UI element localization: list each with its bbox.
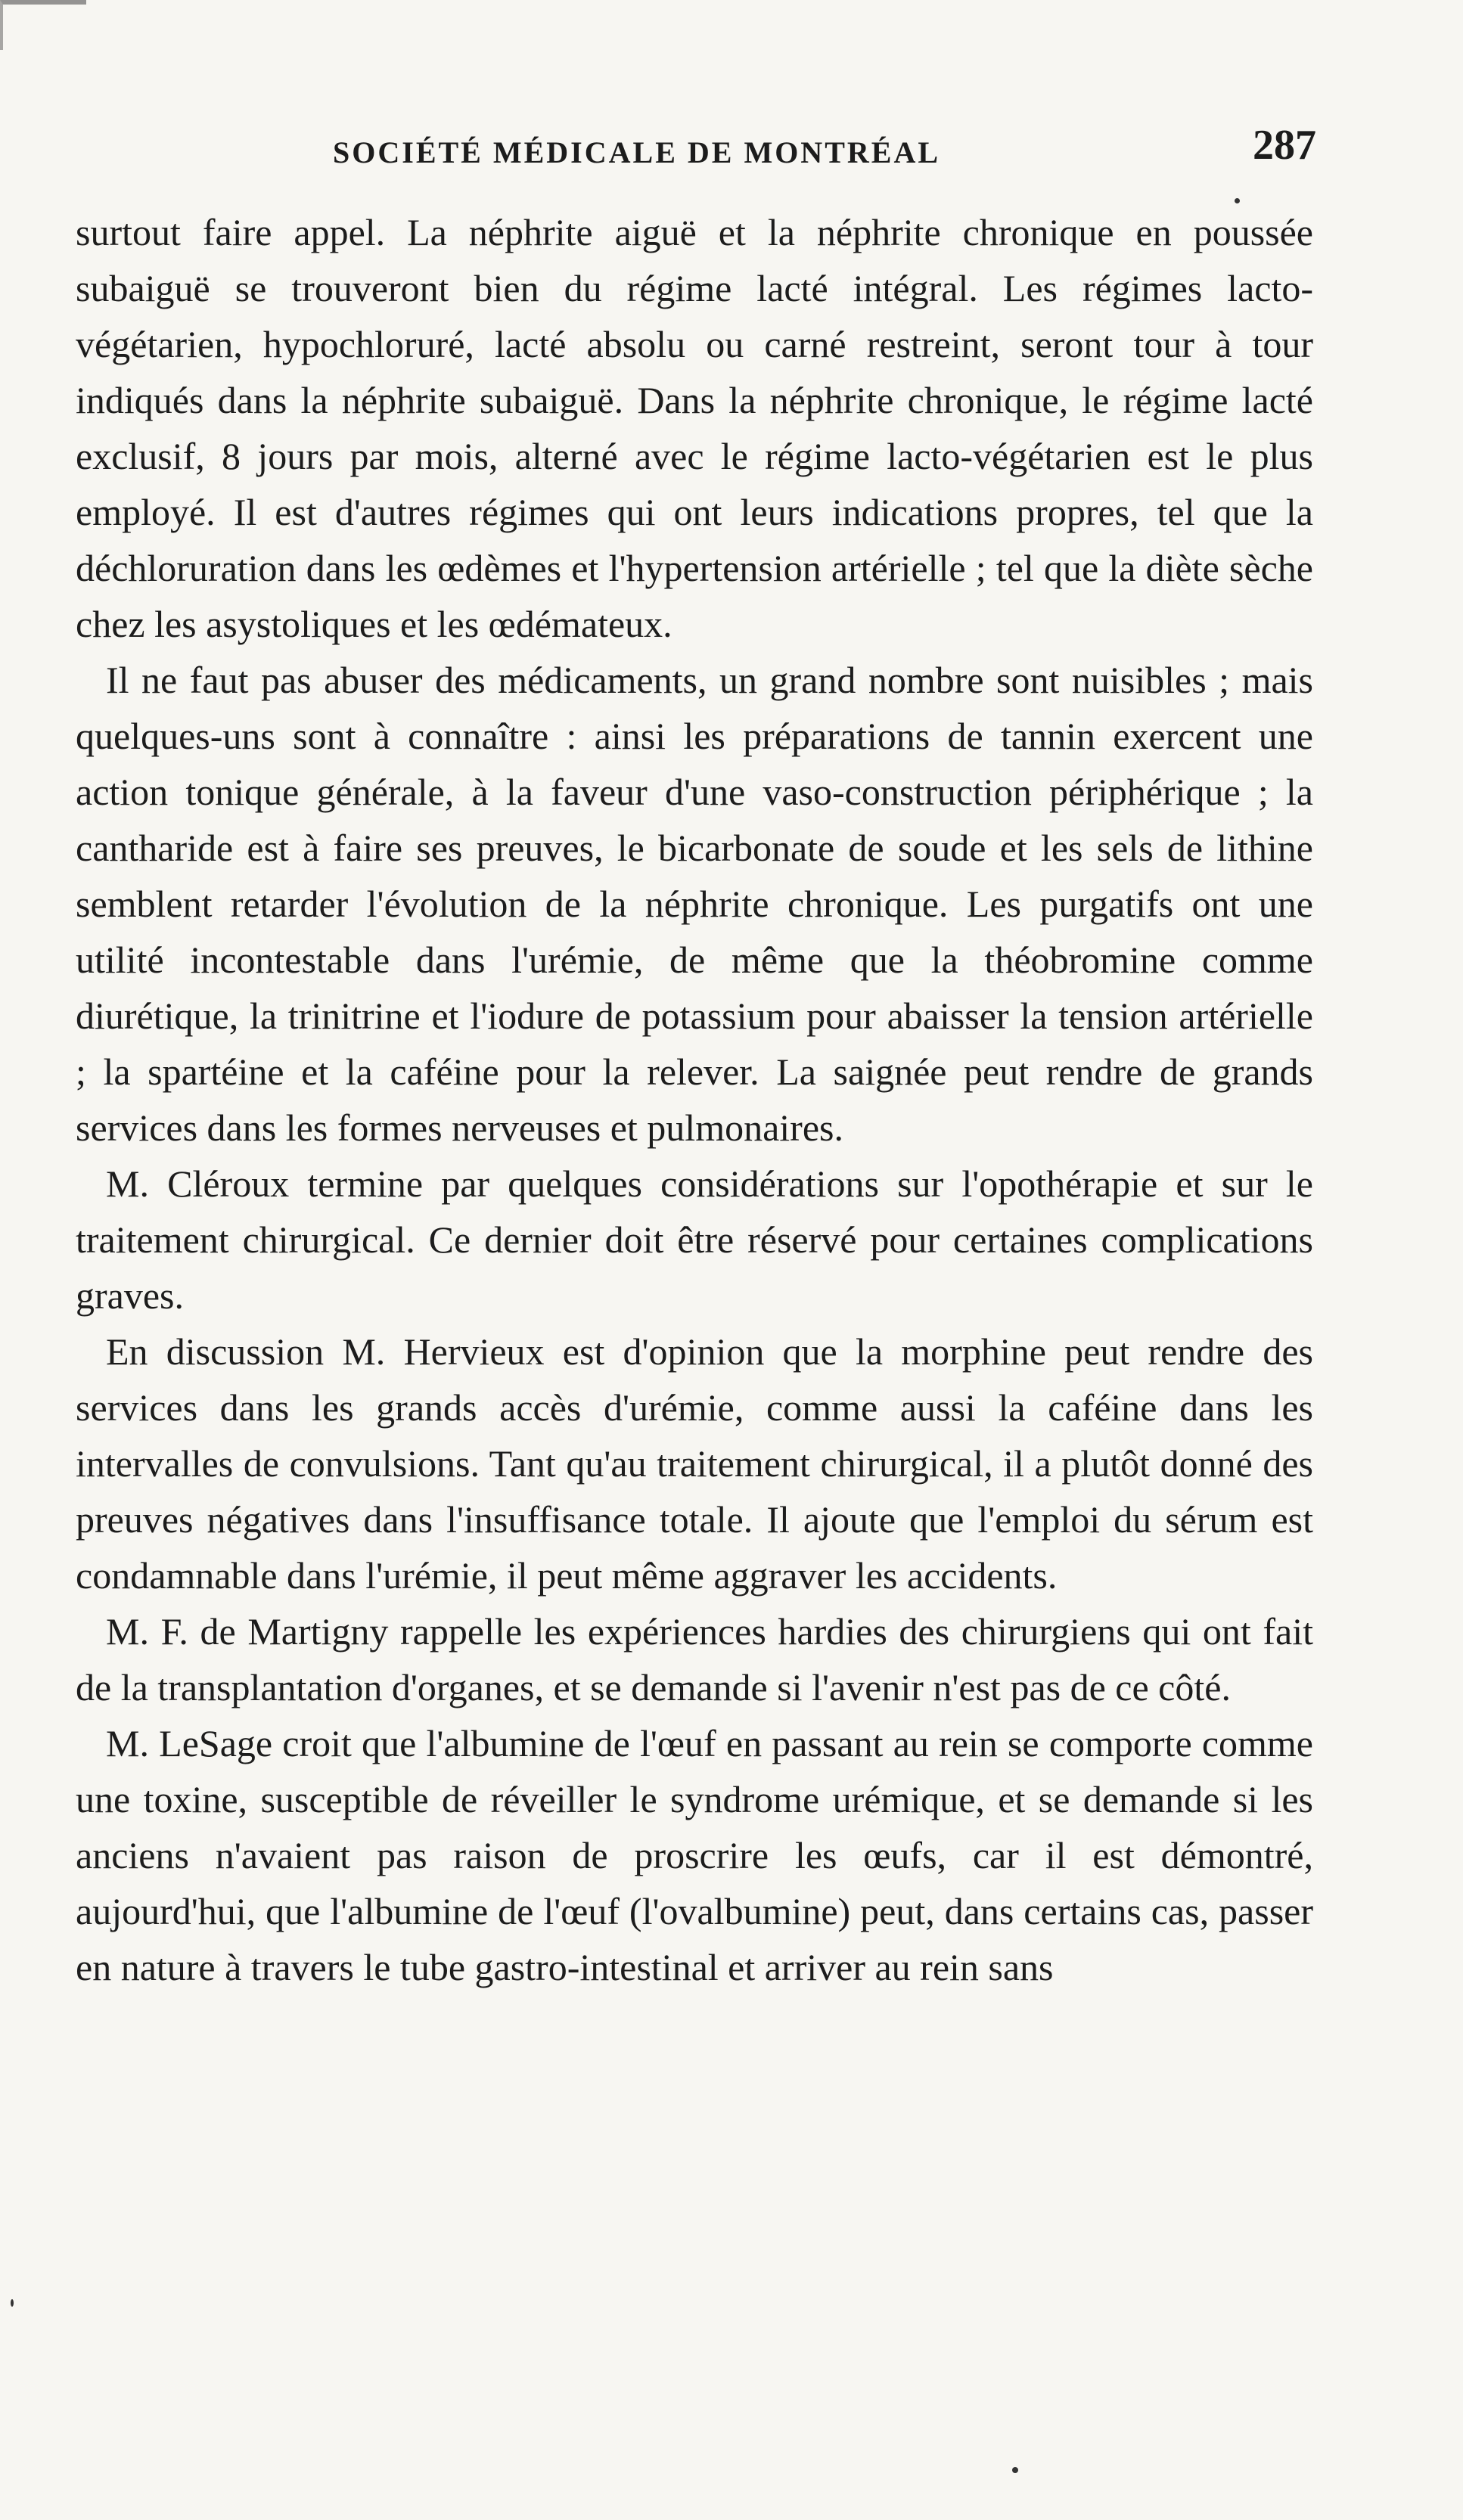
running-head: SOCIÉTÉ MÉDICALE DE MONTRÉAL: [333, 135, 941, 169]
ink-speck: [1235, 198, 1240, 203]
ink-speck: [1012, 2467, 1018, 2473]
ink-speck: [11, 2299, 14, 2307]
paragraph-martigny: M. F. de Martigny rappelle les expériences hardies des chirurgiens qui ont fait de la transplantation d'organes, et se demande si l'avenir n'est pas de ce côté.: [76, 1610, 1313, 1708]
page-number: 287: [1253, 122, 1316, 169]
paragraph-lesage: M. LeSage croit que l'albumine de l'œuf en passant au rein se comporte comme une toxine, susceptible de réveiller le syndrome urémique, et se demande si les anciens n'avaient pas raison de proscrire les œufs, car il est démontré, aujourd'hui, que l'albumine de l'œuf (l'ovalbumine) peut, dans certains cas, passer en nature à travers le tube gastro-intestinal et arriver au rein sans: [76, 1722, 1313, 1988]
body-text: [76, 204, 1313, 1995]
paragraph-medications: Il ne faut pas abuser des médicaments, un grand nombre sont nuisibles ; mais quelques-uns sont à connaître : ainsi les préparations de tannin exercent une action tonique générale, à la faveur d'une vaso-construction périphérique ; la cantharide est à faire ses preuves, le bicarbonate de soude et les sels de lithine semblent retarder l'évolution de la néphrite chronique. Les purgatifs ont une utilité incontestable dans l'urémie, de même que la théobromine comme diurétique, la trinitrine et l'iodure de potassium pour abaisser la tension artérielle ; la spartéine et la caféine pour la relever. La saignée peut rendre de grands services dans les formes nerveuses et pulmonaires.: [76, 659, 1313, 1149]
page-header: [76, 121, 1316, 182]
paragraph-cleroux: M. Cléroux termine par quelques considérations sur l'opothérapie et sur le traitement chirurgical. Ce dernier doit être réservé pour certaines complications graves.: [76, 1162, 1313, 1317]
scan-corner-mark: [0, 0, 86, 50]
paragraph-hervieux: En discussion M. Hervieux est d'opinion que la morphine peut rendre des services dans les grands accès d'urémie, comme aussi la caféine dans les intervalles de convulsions. Tant qu'au traitement chirurgical, il a plutôt donné des preuves négatives dans l'insuffisance totale. Il ajoute que l'emploi du sérum est condamnable dans l'urémie, il peut même aggraver les accidents.: [76, 1330, 1313, 1597]
paragraph-continued: surtout faire appel. La néphrite aiguë et la néphrite chronique en poussée subaiguë se trouveront bien du régime lacté intégral. Les régimes lacto-végétarien, hypochloruré, lacté absolu ou carné restreint, seront tour à tour indiqués dans la néphrite subaiguë. Dans la néphrite chronique, le régime lacté exclusif, 8 jours par mois, alterné avec le régime lacto-végétarien est le plus employé. Il est d'autres régimes qui ont leurs indications propres, tel que la déchloruration dans les œdèmes et l'hypertension artérielle ; tel que la diète sèche chez les asystoliques et les œdémateux.: [76, 211, 1313, 645]
